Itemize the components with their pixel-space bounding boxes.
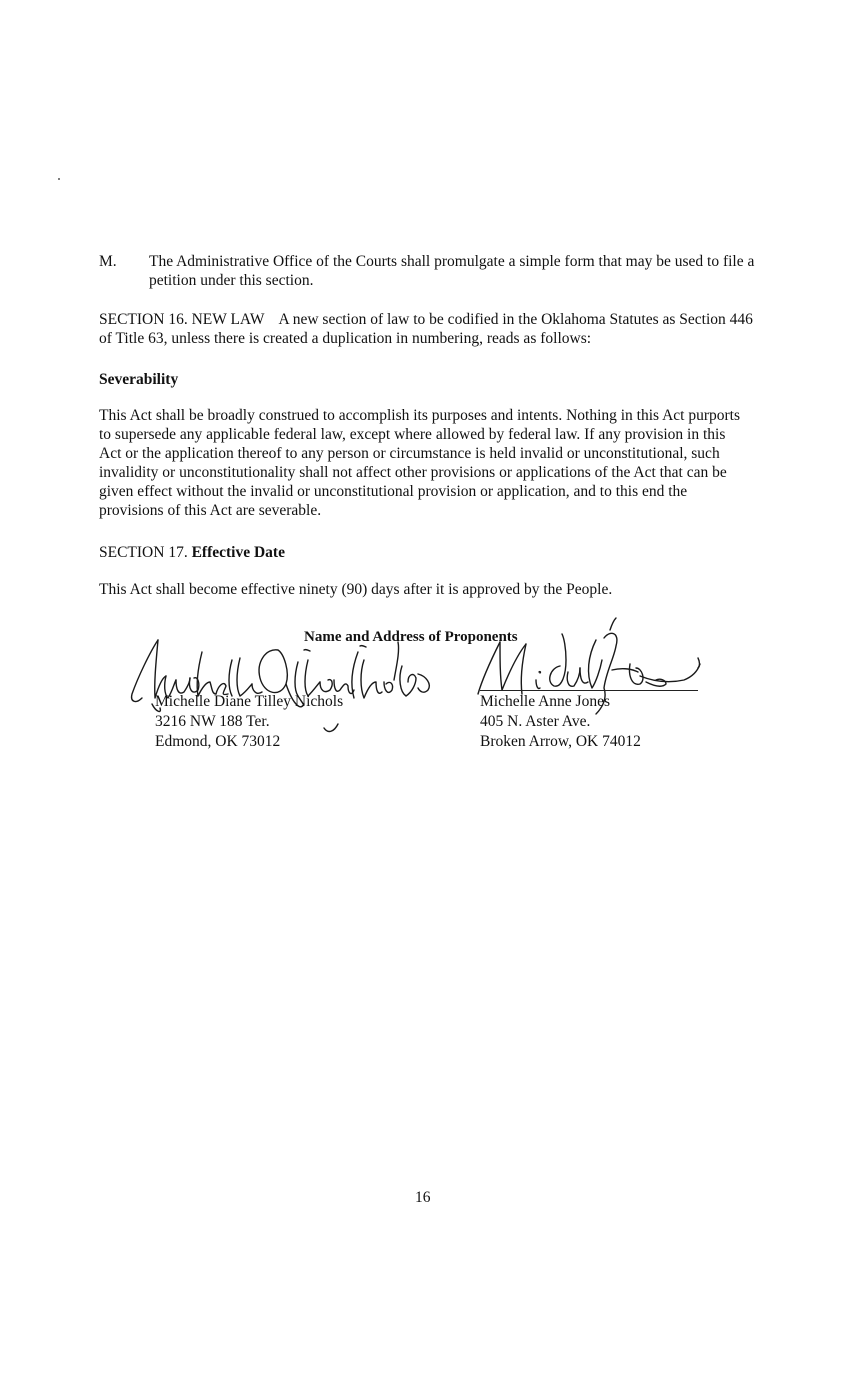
proponent-1-street: 3216 NW 188 Ter. <box>155 713 270 730</box>
proponent-2-street: 405 N. Aster Ave. <box>480 713 591 730</box>
item-marker: M. <box>99 253 117 270</box>
proponent-2-address <box>480 692 641 752</box>
effective-date-text: This Act shall become effective ninety (90) days after it is approved by the People. <box>99 581 613 598</box>
proponent-2-city: Broken Arrow, OK 74012 <box>480 733 641 750</box>
proponent-1-address <box>155 692 343 752</box>
proponent-2-name: Michelle Anne Jones <box>480 693 611 710</box>
proponent-1-name: Michelle Diane Tilley Nichols <box>155 693 344 710</box>
signature-line <box>480 690 698 691</box>
section-17-heading <box>99 543 285 562</box>
severability-heading: Severability <box>99 371 179 388</box>
section-16-text: A new section of law to be codified in the Oklahoma Statutes as Section 446 of Title 63, unless there is created a duplication in numbering, reads as follows: <box>99 311 753 347</box>
proponents-heading: Name and Address of Proponents <box>304 629 518 645</box>
section-17-label: SECTION 17. <box>99 544 188 561</box>
page-number: 16 <box>415 1189 431 1206</box>
scan-speck <box>58 178 60 180</box>
item-text: The Administrative Office of the Courts shall promulgate a simple form that may be used to file a petition under this section. <box>149 253 755 289</box>
section-17-title: Effective Date <box>191 544 285 561</box>
severability-text: This Act shall be broadly construed to accomplish its purposes and intents. Nothing in this Act purports to supersede any applicable federal law, except where allowed by federal law. If any provision in this Act or the application thereof to any person or circumstance is held invalid or unconstitutional, such invalidity or unconstitutionality shall not affect other provisions or applications of the Act that can be given effect without the invalid or unconstitutional provision or application, and to this end the provisions of this Act are severable. <box>99 407 741 519</box>
section-16-label: SECTION 16. NEW LAW <box>99 311 265 328</box>
section-16 <box>99 310 759 348</box>
proponent-1-city: Edmond, OK 73012 <box>155 733 281 750</box>
